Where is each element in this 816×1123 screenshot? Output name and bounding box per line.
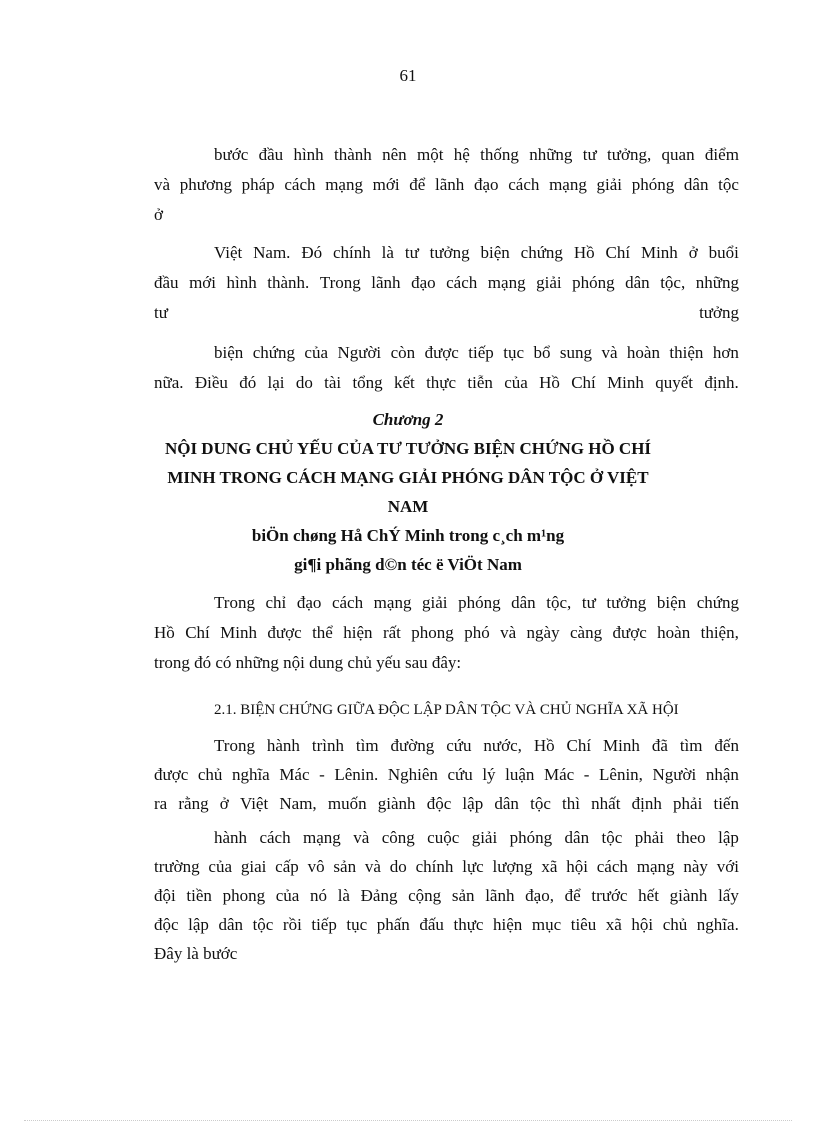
text-line: trường của giai cấp vô sản và do chính lực lượng xã hội cách mạng này với	[154, 857, 739, 876]
text-line: ở	[154, 205, 163, 224]
text-line: Việt Nam. Đó chính là tư tưởng biện chứng Hồ Chí Minh ở buổi	[214, 243, 739, 262]
text-line: trong đó có những nội dung chủ yếu sau đây:	[154, 653, 462, 672]
chapter-title-line: MINH TRONG CÁCH MẠNG GIẢI PHÓNG DÂN TỘC Ở VIỆT	[167, 468, 649, 487]
text-line: độc lập dân tộc rồi tiếp tục phấn đấu thực hiện mục tiêu xã hội chủ nghĩa.	[154, 915, 739, 934]
text-line: nữa. Điều đó lại do tài tổng kết thực tiễn của Hồ Chí Minh quyết định.	[154, 373, 739, 392]
text-line	[154, 298, 739, 328]
text-line: Trong chỉ đạo cách mạng giải phóng dân tộc, tư tưởng biện chứng	[214, 593, 739, 612]
footer-divider	[24, 1120, 792, 1121]
garbled-subtitle-line: biÖn chøng Hå ChÝ Minh trong c¸ch m¹ng	[251, 526, 565, 545]
text-line: đội tiền phong của nó là Đảng cộng sản lãnh đạo, để trước hết giành lấy	[154, 886, 739, 905]
text-fragment: tưởng	[699, 303, 739, 322]
text-line: Hồ Chí Minh được thể hiện rất phong phó và ngày càng được hoàn thiện,	[154, 623, 739, 642]
chapter-title-line: NỘI DUNG CHỦ YẾU CỦA TƯ TƯỞNG BIỆN CHỨNG HỒ CHÍ	[164, 439, 652, 458]
text-line: Trong hành trình tìm đường cứu nước, Hồ Chí Minh đã tìm đến	[214, 736, 739, 755]
text-line: đầu mới hình thành. Trong lãnh đạo cách mạng giải phóng dân tộc, những	[154, 273, 739, 292]
text-line: bước đầu hình thành nên một hệ thống những tư tưởng, quan điểm	[214, 145, 739, 164]
chapter-label: Chương 2	[372, 410, 444, 429]
text-line: và phương pháp cách mạng mới để lãnh đạo cách mạng giải phóng dân tộc	[154, 175, 739, 194]
section-heading: 2.1. BIỆN CHỨNG GIỮA ĐỘC LẬP DÂN TỘC VÀ CHỦ NGHĨA XÃ HỘI	[214, 702, 679, 718]
chapter-title-line: NAM	[387, 497, 429, 516]
text-fragment: tư	[154, 303, 168, 322]
text-line: được chủ nghĩa Mác - Lênin. Nghiên cứu lý luận Mác - Lênin, Người nhận	[154, 765, 739, 784]
text-line: Đây là bước	[154, 944, 238, 963]
text-line: biện chứng của Người còn được tiếp tục bổ sung và hoàn thiện hơn	[214, 343, 739, 362]
page-number: 61	[399, 66, 417, 85]
garbled-subtitle-line: gi¶i phãng d©n téc ë ViÖt Nam	[294, 555, 522, 574]
text-line: hành cách mạng và công cuộc giải phóng dân tộc phải theo lập	[214, 828, 739, 847]
text-line: ra rằng ở Việt Nam, muốn giành độc lập dân tộc thì nhất định phải tiến	[154, 794, 739, 813]
